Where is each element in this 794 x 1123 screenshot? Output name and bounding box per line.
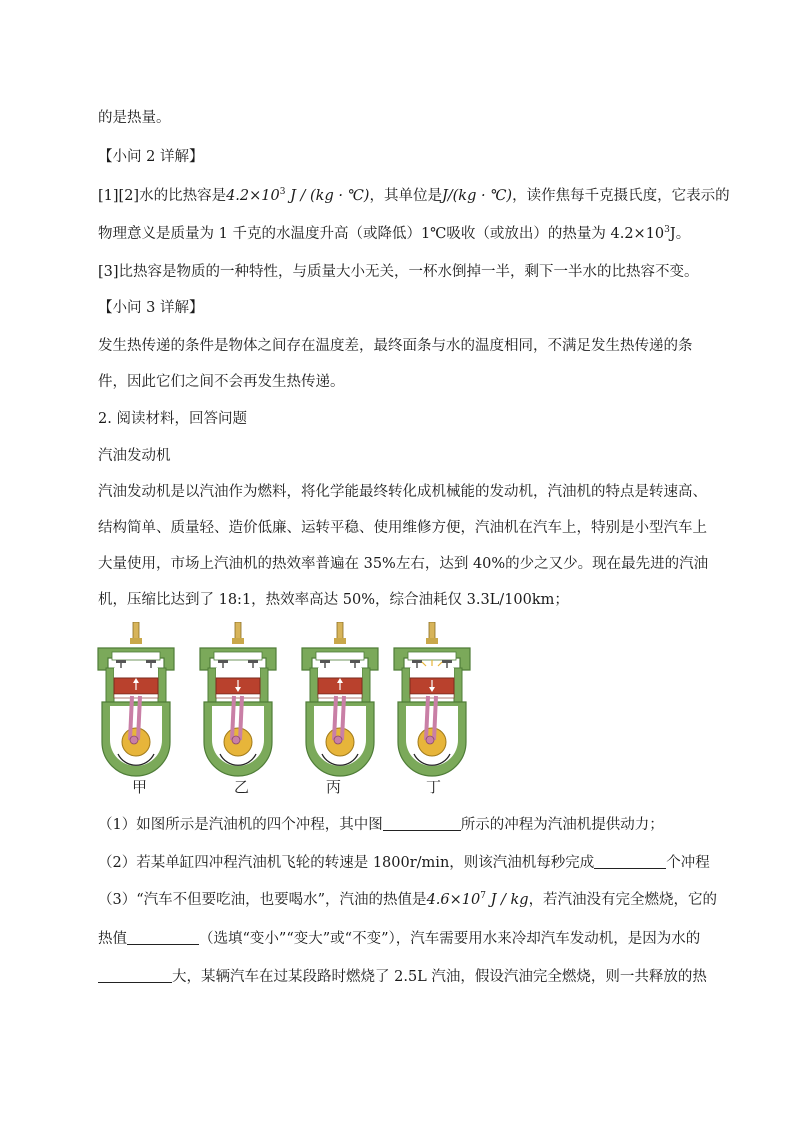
question-item: 大，某辆汽车在过某段路时燃烧了 2.5L 汽油，假设汽油完全燃烧，则一共释放的热 xyxy=(98,966,707,987)
figure-caption: 丙 xyxy=(326,778,342,796)
answer-blank[interactable] xyxy=(127,928,199,945)
question-item: 热值 （选填“变小”“变大”或“不变”），汽车需要用水来冷却汽车发动机，是因为水的 xyxy=(98,928,700,949)
text-line: [1][2]水的比热容是$4.2\times 10^3$ J / (kg · ℃)，其单位是J/(kg · ℃)，读作焦每千克摄氏度，它表示的 xyxy=(98,187,730,204)
text-line: 大量使用，市场上汽油机的热效率普遍在 35%左右，达到 40%的少之又少。现在最先进的汽油 xyxy=(98,556,709,572)
section-heading: 【小问 2 详解】 xyxy=(98,149,204,165)
figure-caption: 乙 xyxy=(234,778,250,796)
engine-stroke-bing xyxy=(302,622,378,776)
answer-blank[interactable] xyxy=(383,814,461,831)
question-item: （3）“汽车不但要吃油，也要喝水”，汽油的热值是$4.6\times 10^7$ J / kg，若汽油没有完全燃烧，它的 xyxy=(98,891,718,908)
text-line: 发生热传递的条件是物体之间存在温度差，最终面条与水的温度相同，不满足发生热传递的条 xyxy=(98,338,693,354)
answer-blank[interactable] xyxy=(98,966,172,983)
text-line: 机，压缩比达到了 18:1，热效率高达 50%，综合油耗仅 3.3L/100km； xyxy=(98,592,569,608)
figure-caption: 甲 xyxy=(132,778,148,796)
engine-stroke-yi xyxy=(200,622,276,776)
text-line: 汽油发动机是以汽油作为燃料，将化学能最终转化成机械能的发动机，汽油机的特点是转速高、 xyxy=(98,484,707,500)
text-line: 物理意义是质量为 1 千克的水温度升高（或降低）1℃吸收（或放出）的热量为 $4.2\times 10^3J$。 xyxy=(98,225,691,242)
text-line: 结构简单、质量轻、造价低廉、运转平稳、使用维修方便，汽油机在汽车上，特别是小型汽车上 xyxy=(98,520,707,536)
question-number: 2. 阅读材料，回答问题 xyxy=(98,411,247,427)
engine-strokes-figure xyxy=(96,622,476,797)
section-heading: 【小问 3 详解】 xyxy=(98,300,204,316)
text-line: [3]比热容是物质的一种特性，与质量大小无关，一杯水倒掉一半，剩下一半水的比热容不变。 xyxy=(98,264,699,280)
answer-blank[interactable] xyxy=(594,852,666,869)
engine-stroke-ding xyxy=(394,622,470,776)
material-title: 汽油发动机 xyxy=(98,448,171,464)
figure-caption: 丁 xyxy=(426,778,442,796)
engine-stroke-jia xyxy=(98,622,174,776)
question-item: （2）若某单缸四冲程汽油机飞轮的转速是 1800r/min，则该汽油机每秒完成 个冲程 xyxy=(98,852,710,873)
text-line: 的是热量。 xyxy=(98,110,171,126)
text-line: 件，因此它们之间不会再发生热传递。 xyxy=(98,374,345,390)
question-item: （1）如图所示是汽油机的四个冲程，其中图 所示的冲程为汽油机提供动力； xyxy=(98,814,664,835)
